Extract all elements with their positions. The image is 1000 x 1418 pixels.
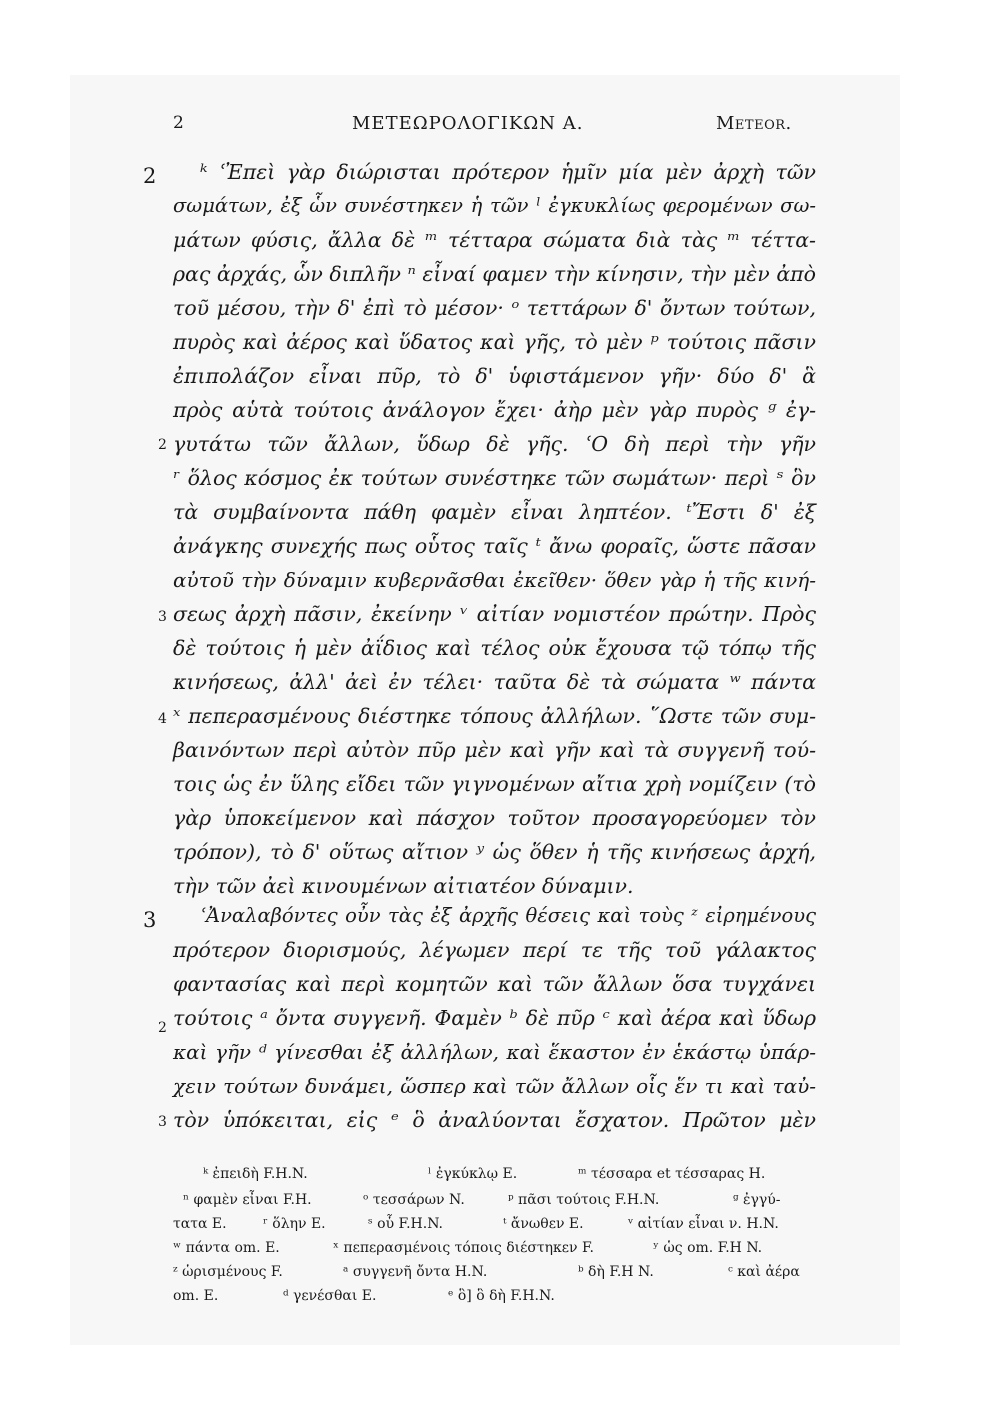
footnote-line xyxy=(173,1216,813,1238)
footnote-line xyxy=(183,1192,813,1214)
text-line: σωμάτων, ἐξ ὧν συνέστηκεν ἡ τῶν ˡ ἐγκυκλίως φερομένων σω- xyxy=(173,194,816,217)
text-line: τρόπον), τὸ δ' οὕτως αἴτιον ʸ ὡς ὅθεν ἡ τῆς κινήσεως ἀρχή, xyxy=(173,840,816,864)
text-line: ˣ πεπερασμένους διέστηκε τόπους ἀλλήλων. ῞Ωστε τῶν συμ- xyxy=(173,704,816,728)
section-number: 2 xyxy=(143,164,157,188)
margin-line-number: 3 xyxy=(158,609,167,625)
footnote: ˢ οὗ F.H.N. xyxy=(368,1216,444,1232)
margin-line-number: 2 xyxy=(158,437,167,453)
footnote: ᵗ ἄνωθεν E. xyxy=(503,1216,584,1232)
footnote: ᵇ δὴ F.H N. xyxy=(578,1264,654,1280)
text-line: χειν τούτων δυνάμει, ὥσπερ καὶ τῶν ἄλλων οἷς ἕν τι καὶ ταὐ- xyxy=(173,1074,816,1098)
page-number: 2 xyxy=(173,113,184,133)
margin-line-number: 3 xyxy=(158,1114,167,1130)
text-line: πρότερον διορισμούς, λέγωμεν περί τε τῆς τοῦ γάλακτος xyxy=(173,938,816,962)
footnote: ˣ πεπερασμένοις τόποις διέστηκεν F. xyxy=(333,1240,594,1256)
footnote: ⁿ φαμὲν εἶναι F.H. xyxy=(183,1192,312,1208)
running-head: Meteor. xyxy=(716,113,792,134)
page-header xyxy=(0,113,1000,143)
margin-line-number: 4 xyxy=(158,711,167,727)
footnote: ᵃ συγγενῆ ὄντα H.N. xyxy=(343,1264,488,1280)
footnote: ᶻ ὡρισμένους F. xyxy=(173,1264,283,1280)
footnote: ᶜ καὶ ἀέρα xyxy=(728,1264,800,1280)
text-line: αὐτοῦ τὴν δύναμιν κυβερνᾶσθαι ἐκεῖθεν· ὅθεν γὰρ ἡ τῆς κινή- xyxy=(173,568,816,592)
footnote: ᵛ αἰτίαν εἶναι ν. H.N. xyxy=(628,1216,779,1232)
text-line: ᵏ ʿἘπεὶ γὰρ διώρισται πρότερον ἡμῖν μία μὲν ἀρχὴ τῶν xyxy=(200,160,816,184)
footnote: ᵒ τεσσάρων N. xyxy=(363,1192,465,1208)
text-line: βαινόντων περὶ αὐτὸν πῦρ μὲν καὶ γῆν καὶ τὰ συγγενῆ τού- xyxy=(173,738,816,762)
footnote: ᵐ τέσσαρα et τέσσαρας H. xyxy=(578,1166,766,1182)
text-line: ἐπιπολάζον εἶναι πῦρ, τὸ δ' ὑφιστάμενον γῆν· δύο δ' ἃ xyxy=(173,364,816,388)
text-line: τὰ συμβαίνοντα πάθη φαμὲν εἶναι ληπτέον. ᵗἜστι δ' ἐξ xyxy=(173,500,816,524)
text-line: ἀνάγκης συνεχής πως οὗτος ταῖς ᵗ ἄνω φοραῖς, ὥστε πᾶσαν xyxy=(173,534,816,558)
text-line: τούτοις ᵃ ὄντα συγγενῆ. Φαμὲν ᵇ δὲ πῦρ ᶜ καὶ ἀέρα καὶ ὕδωρ xyxy=(173,1006,816,1030)
text-line: φαντασίας καὶ περὶ κομητῶν καὶ τῶν ἄλλων ὅσα τυγχάνει xyxy=(173,972,816,996)
text-line: κινήσεως, ἀλλ' ἀεὶ ἐν τέλει· ταῦτα δὲ τὰ σώματα ʷ πάντα xyxy=(173,670,816,694)
footnote: ᵍ ἐγγύ- xyxy=(733,1192,781,1208)
text-line: ʳ ὅλος κόσμος ἐκ τούτων συνέστηκε τῶν σωμάτων· περὶ ˢ ὃν xyxy=(173,466,816,490)
footnote: ˡ ἐγκύκλῳ E. xyxy=(428,1166,518,1182)
text-line: πρὸς αὑτὰ τούτοις ἀνάλογον ἔχει· ἀὴρ μὲν γὰρ πυρὸς ᵍ ἐγ- xyxy=(173,398,816,422)
margin-line-number: 2 xyxy=(158,1020,167,1036)
footnote-line xyxy=(173,1288,813,1310)
footnote: ᵏ ἐπειδὴ F.H.N. xyxy=(203,1166,308,1182)
text-line: τοῦ μέσου, τὴν δ' ἐπὶ τὸ μέσον· ᵒ τεττάρων δ' ὄντων τούτων, xyxy=(173,296,816,320)
text-line: δὲ τούτοις ἡ μὲν ἀΐδιος καὶ τέλος οὐκ ἔχουσα τῷ τόπῳ τῆς xyxy=(173,636,816,660)
text-line: γυτάτω τῶν ἄλλων, ὕδωρ δὲ γῆς. ʿΟ δὴ περὶ τὴν γῆν xyxy=(173,432,816,456)
footnote: ʷ πάντα om. E. xyxy=(173,1240,280,1256)
text-line: τὸν ὑπόκειται, εἰς ᵉ ὃ ἀναλύονται ἔσχατον. Πρῶτον μὲν xyxy=(173,1108,816,1132)
page-title: ΜΕΤΕΩΡΟΛΟΓΙΚΩΝ Α. xyxy=(352,113,584,134)
footnote: ʸ ὡς om. F.H N. xyxy=(653,1240,763,1256)
footnote: ʳ ὅλην E. xyxy=(263,1216,326,1232)
text-line: μάτων φύσις, ἄλλα δὲ ᵐ τέτταρα σώματα διὰ τὰς ᵐ τέττα- xyxy=(173,228,816,252)
section-number: 3 xyxy=(143,908,157,932)
text-line: ʿἈναλαβόντες οὖν τὰς ἐξ ἀρχῆς θέσεις καὶ τοὺς ᶻ εἰρημένους xyxy=(200,904,816,927)
text-line: σεως ἀρχὴ πᾶσιν, ἐκείνην ᵛ αἰτίαν νομιστέον πρώτην. Πρὸς xyxy=(173,602,816,626)
text-line: τὴν τῶν ἀεὶ κινουμένων αἰτιατέον δύναμιν. xyxy=(173,874,634,898)
text-line: τοις ὡς ἐν ὕλης εἴδει τῶν γιγνομένων αἴτια χρὴ νομίζειν (τὸ xyxy=(173,772,816,796)
footnote: om. E. xyxy=(173,1288,219,1304)
footnote-line xyxy=(193,1166,813,1188)
footnote: τατα E. xyxy=(173,1216,227,1232)
text-line: γὰρ ὑποκείμενον καὶ πάσχον τοῦτον προσαγορεύομεν τὸν xyxy=(173,806,816,830)
footnote-line xyxy=(173,1264,813,1286)
text-line: ρας ἀρχάς, ὧν διπλῆν ⁿ εἶναί φαμεν τὴν κίνησιν, τὴν μὲν ἀπὸ xyxy=(173,262,816,286)
footnote: ᵉ ὃ] ὃ δὴ F.H.N. xyxy=(448,1288,555,1304)
footnote: ᵖ πᾶσι τούτοις F.H.N. xyxy=(508,1192,660,1208)
footnote-line xyxy=(173,1240,813,1262)
text-line: καὶ γῆν ᵈ γίνεσθαι ἐξ ἀλλήλων, καὶ ἕκαστον ἐν ἑκάστῳ ὑπάρ- xyxy=(173,1040,816,1064)
text-line: πυρὸς καὶ ἀέρος καὶ ὕδατος καὶ γῆς, τὸ μὲν ᵖ τούτοις πᾶσιν xyxy=(173,330,816,354)
footnote: ᵈ γενέσθαι E. xyxy=(283,1288,377,1304)
